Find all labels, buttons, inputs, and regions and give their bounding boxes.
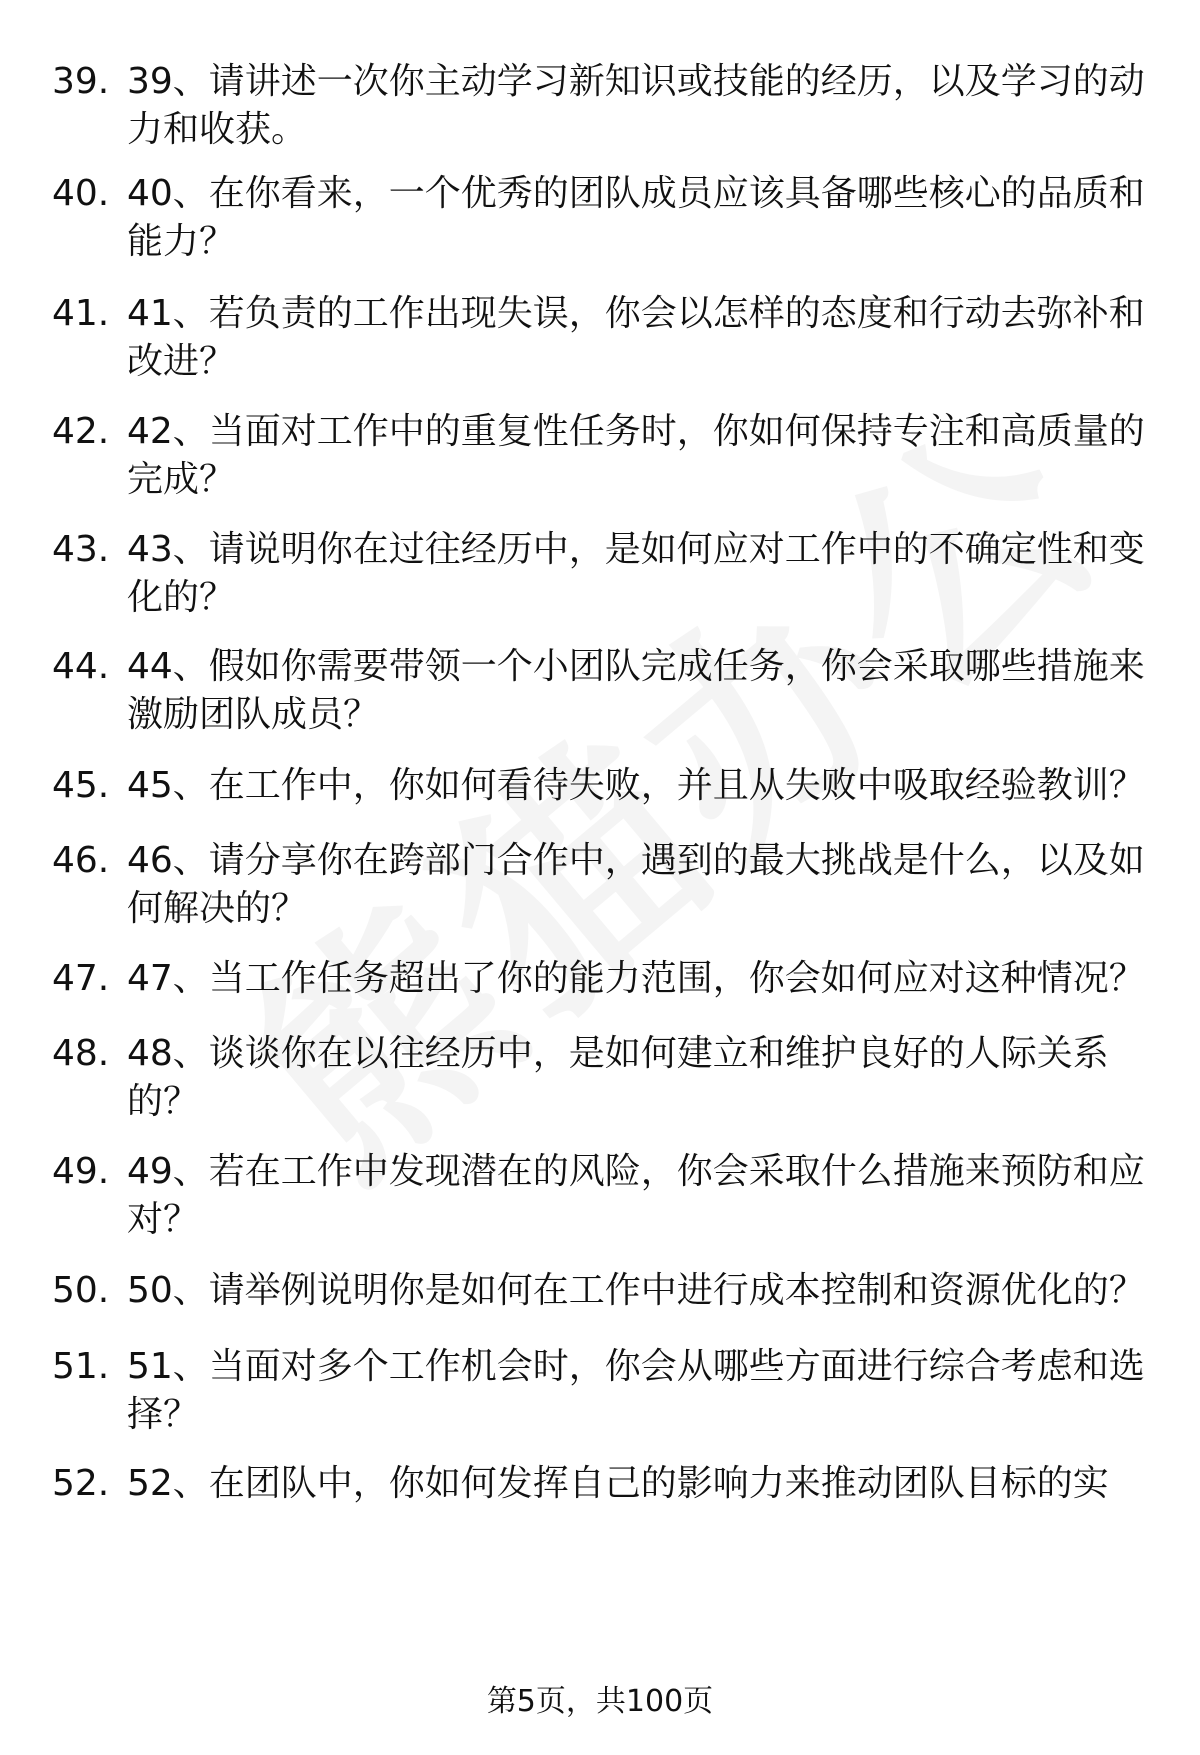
item-number: 41. [52, 293, 110, 334]
item-number: 40. [52, 173, 110, 214]
item-text: 40、在你看来，一个优秀的团队成员应该具备哪些核心的品质和能力？ [127, 173, 1145, 262]
item-number: 49. [52, 1151, 110, 1192]
item-number: 48. [52, 1033, 110, 1074]
item-number: 43. [52, 529, 110, 570]
item-text: 47、当工作任务超出了你的能力范围，你会如何应对这种情况？ [127, 958, 1145, 999]
item-text: 43、请说明你在过往经历中，是如何应对工作中的不确定性和变化的？ [127, 529, 1145, 618]
item-number: 42. [52, 411, 110, 452]
item-number: 52. [52, 1463, 110, 1504]
item-number: 50. [52, 1270, 110, 1311]
item-text: 49、若在工作中发现潜在的风险，你会采取什么措施来预防和应对？ [127, 1151, 1145, 1240]
item-text: 48、谈谈你在以往经历中，是如何建立和维护良好的人际关系的？ [127, 1033, 1109, 1122]
item-number: 44. [52, 646, 110, 687]
item-number: 51. [52, 1346, 110, 1387]
item-text: 50、请举例说明你是如何在工作中进行成本控制和资源优化的？ [127, 1270, 1145, 1311]
page-footer: 第5页，共100页 [486, 1684, 714, 1719]
item-text: 45、在工作中，你如何看待失败，并且从失败中吸取经验教训？ [127, 765, 1145, 806]
item-number: 39. [52, 61, 110, 102]
item-text: 41、若负责的工作出现失误，你会以怎样的态度和行动去弥补和改进？ [127, 293, 1145, 382]
item-text: 51、当面对多个工作机会时，你会从哪些方面进行综合考虑和选择？ [127, 1346, 1145, 1435]
item-text: 42、当面对工作中的重复性任务时，你如何保持专注和高质量的完成？ [127, 411, 1145, 500]
item-text: 39、请讲述一次你主动学习新知识或技能的经历，以及学习的动力和收获。 [127, 61, 1145, 150]
item-number: 45. [52, 765, 110, 806]
item-text: 52、在团队中，你如何发挥自己的影响力来推动团队目标的实 [127, 1463, 1109, 1504]
item-number: 46. [52, 840, 110, 881]
item-text: 46、请分享你在跨部门合作中，遇到的最大挑战是什么，以及如何解决的？ [127, 840, 1145, 929]
item-number: 47. [52, 958, 110, 999]
item-text: 44、假如你需要带领一个小团队完成任务，你会采取哪些措施来激励团队成员？ [127, 646, 1145, 735]
